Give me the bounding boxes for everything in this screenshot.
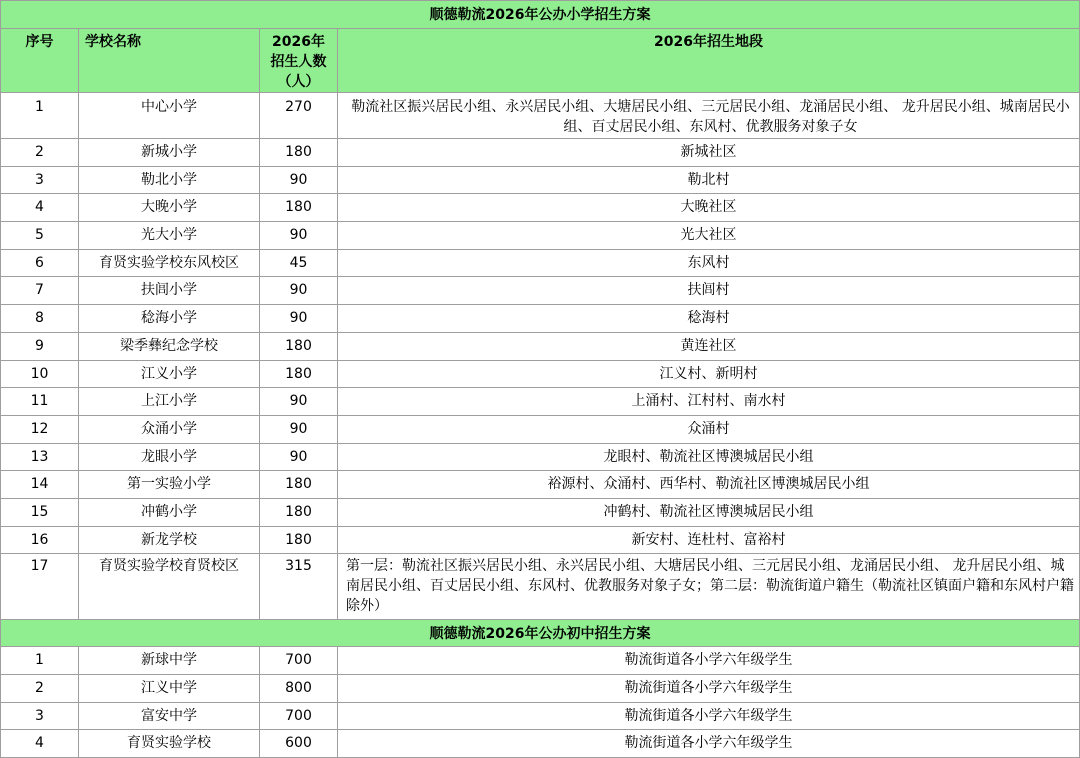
school-name: 新城小学 <box>79 139 260 167</box>
enrollment-area: 稔海村 <box>338 305 1080 333</box>
school-name: 育贤实验学校东风校区 <box>79 249 260 277</box>
enrollment-count: 90 <box>260 443 338 471</box>
table-row <box>1 702 1080 730</box>
enrollment-count: 600 <box>260 730 338 758</box>
school-name: 新龙学校 <box>79 526 260 554</box>
row-index: 16 <box>1 526 79 554</box>
enrollment-area: 江义村、新明村 <box>338 360 1080 388</box>
school-name: 中心小学 <box>79 93 260 139</box>
school-name: 稔海小学 <box>79 305 260 333</box>
school-name: 江义中学 <box>79 675 260 703</box>
row-index: 11 <box>1 388 79 416</box>
row-index: 13 <box>1 443 79 471</box>
enrollment-area: 东风村 <box>338 249 1080 277</box>
enrollment-area: 大晚社区 <box>338 194 1080 222</box>
enrollment-count: 90 <box>260 305 338 333</box>
school-name: 光大小学 <box>79 222 260 250</box>
row-index: 2 <box>1 139 79 167</box>
enrollment-count: 180 <box>260 332 338 360</box>
school-name: 勒北小学 <box>79 166 260 194</box>
row-index: 6 <box>1 249 79 277</box>
enrollment-count: 700 <box>260 702 338 730</box>
table-row <box>1 388 1080 416</box>
enrollment-area: 第一层：勒流社区振兴居民小组、永兴居民小组、大塘居民小组、三元居民小组、龙涌居民小组、 龙升居民小组、城南居民小组、百丈居民小组、东风村、优教服务对象子女；第二层：勒流街道户籍生（勒流社区镇面户籍和东风村户籍除外） <box>338 554 1080 620</box>
table-row <box>1 443 1080 471</box>
middle-title-row <box>1 620 1080 647</box>
enrollment-count: 90 <box>260 166 338 194</box>
row-index: 10 <box>1 360 79 388</box>
enrollment-count: 180 <box>260 360 338 388</box>
table-row <box>1 647 1080 675</box>
row-index: 2 <box>1 675 79 703</box>
enrollment-count: 180 <box>260 498 338 526</box>
enrollment-count: 90 <box>260 277 338 305</box>
enrollment-count: 180 <box>260 526 338 554</box>
table-row <box>1 675 1080 703</box>
table-row <box>1 360 1080 388</box>
table-row <box>1 526 1080 554</box>
row-index: 15 <box>1 498 79 526</box>
header-index: 序号 <box>1 29 79 93</box>
enrollment-count: 800 <box>260 675 338 703</box>
table-row <box>1 166 1080 194</box>
school-name: 新球中学 <box>79 647 260 675</box>
enrollment-count: 45 <box>260 249 338 277</box>
enrollment-area: 上涌村、江村村、南水村 <box>338 388 1080 416</box>
school-name: 江义小学 <box>79 360 260 388</box>
table-row <box>1 277 1080 305</box>
row-index: 7 <box>1 277 79 305</box>
enrollment-count: 90 <box>260 415 338 443</box>
enrollment-area: 勒流社区振兴居民小组、永兴居民小组、大塘居民小组、三元居民小组、龙涌居民小组、 龙升居民小组、城南居民小组、百丈居民小组、东风村、优教服务对象子女 <box>338 93 1080 139</box>
school-name: 上江小学 <box>79 388 260 416</box>
enrollment-area: 龙眼村、勒流社区博澳城居民小组 <box>338 443 1080 471</box>
enrollment-area: 勒流街道各小学六年级学生 <box>338 647 1080 675</box>
enrollment-count: 180 <box>260 471 338 499</box>
primary-title: 顺德勒流2026年公办小学招生方案 <box>1 1 1080 29</box>
row-index: 4 <box>1 194 79 222</box>
enrollment-count: 180 <box>260 139 338 167</box>
table-row <box>1 730 1080 758</box>
row-index: 9 <box>1 332 79 360</box>
enrollment-area: 冲鹤村、勒流社区博澳城居民小组 <box>338 498 1080 526</box>
row-index: 3 <box>1 702 79 730</box>
table-row <box>1 222 1080 250</box>
row-index: 1 <box>1 647 79 675</box>
school-name: 龙眼小学 <box>79 443 260 471</box>
table-row <box>1 554 1080 620</box>
enrollment-count: 90 <box>260 222 338 250</box>
header-school: 学校名称 <box>79 29 260 93</box>
enrollment-count: 180 <box>260 194 338 222</box>
enrollment-area: 勒流街道各小学六年级学生 <box>338 675 1080 703</box>
header-row <box>1 29 1080 93</box>
row-index: 5 <box>1 222 79 250</box>
table-row <box>1 249 1080 277</box>
primary-title-row <box>1 1 1080 29</box>
table-row <box>1 332 1080 360</box>
enrollment-count: 270 <box>260 93 338 139</box>
enrollment-area: 众涌村 <box>338 415 1080 443</box>
row-index: 4 <box>1 730 79 758</box>
table-row <box>1 498 1080 526</box>
school-name: 冲鹤小学 <box>79 498 260 526</box>
table-row <box>1 471 1080 499</box>
enrollment-count: 700 <box>260 647 338 675</box>
enrollment-count: 315 <box>260 554 338 620</box>
table-row <box>1 194 1080 222</box>
school-name: 大晚小学 <box>79 194 260 222</box>
enrollment-area: 勒流街道各小学六年级学生 <box>338 702 1080 730</box>
row-index: 12 <box>1 415 79 443</box>
enrollment-area: 新城社区 <box>338 139 1080 167</box>
header-count: 2026年招生人数（人） <box>260 29 338 93</box>
school-name: 富安中学 <box>79 702 260 730</box>
table-row <box>1 93 1080 139</box>
enrollment-area: 扶闾村 <box>338 277 1080 305</box>
table-row <box>1 415 1080 443</box>
table-row <box>1 139 1080 167</box>
enrollment-area: 新安村、连杜村、富裕村 <box>338 526 1080 554</box>
school-name: 育贤实验学校 <box>79 730 260 758</box>
school-name: 众涌小学 <box>79 415 260 443</box>
table-row <box>1 305 1080 333</box>
school-name: 梁季彝纪念学校 <box>79 332 260 360</box>
school-name: 扶闾小学 <box>79 277 260 305</box>
enrollment-count: 90 <box>260 388 338 416</box>
enrollment-area: 光大社区 <box>338 222 1080 250</box>
school-name: 第一实验小学 <box>79 471 260 499</box>
school-name: 育贤实验学校育贤校区 <box>79 554 260 620</box>
row-index: 1 <box>1 93 79 139</box>
header-area: 2026年招生地段 <box>338 29 1080 93</box>
enrollment-area: 裕源村、众涌村、西华村、勒流社区博澳城居民小组 <box>338 471 1080 499</box>
middle-title: 顺德勒流2026年公办初中招生方案 <box>1 620 1080 647</box>
row-index: 17 <box>1 554 79 620</box>
enrollment-area: 黄连社区 <box>338 332 1080 360</box>
row-index: 3 <box>1 166 79 194</box>
row-index: 14 <box>1 471 79 499</box>
enrollment-area: 勒北村 <box>338 166 1080 194</box>
enrollment-area: 勒流街道各小学六年级学生 <box>338 730 1080 758</box>
row-index: 8 <box>1 305 79 333</box>
